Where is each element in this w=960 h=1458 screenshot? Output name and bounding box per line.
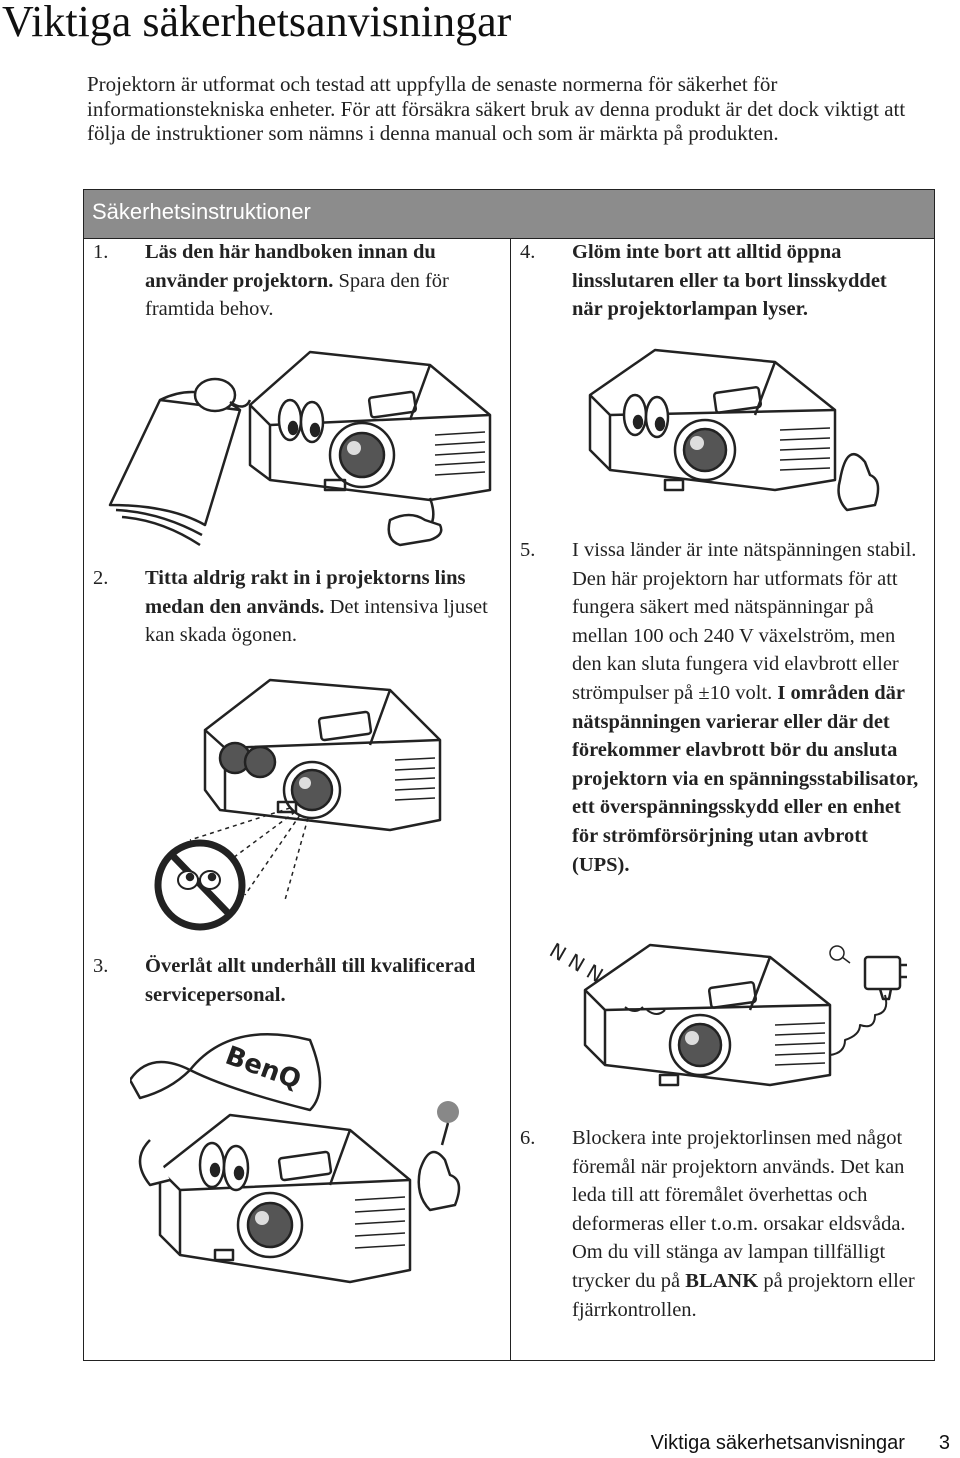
item-rest-text: på projektorn eller fjärrkontrollen.: [572, 1269, 915, 1321]
service-personnel-illustration: [130, 1020, 500, 1350]
projector-reading-manual-illustration: [100, 340, 500, 565]
item-text: [145, 952, 505, 1009]
item-rest-text: Det intensiva ljuset kan skada ögonen.: [145, 595, 488, 647]
intro-paragraph: Projektorn är utformat och testad att uppfylla de senaste normerna för säkerhet för informationstekniska enheter. För att försäkra säkert bruk av denna produkt är det dock viktigt att följa de instruktioner som nämns i denna manual och som är märkta på produkten.: [87, 72, 906, 145]
item-text: [572, 1124, 927, 1324]
item-number: 6.: [520, 1127, 536, 1149]
item-bold-text: Glöm inte bort att alltid öppna linsslutaren eller ta bort linsskyddet när projektorlampan lyser.: [572, 241, 887, 321]
sleep-zzz-text: N N N: [545, 937, 608, 988]
item-bold-text: Överlåt allt underhåll till kvalificerad servicepersonal.: [145, 955, 476, 1006]
page-footer: [651, 1432, 950, 1455]
item-number: 5.: [520, 539, 536, 561]
item-bold-text: BLANK: [685, 1269, 759, 1292]
footer-label: Viktiga säkerhetsanvisningar: [650, 1432, 905, 1454]
item-text: [572, 238, 917, 324]
item-pre-text: Blockera inte projektorlinsen med något föremål när projektorn används. Det kan leda till att föremålet överhettas och deformeras eller t.o.m. orsakar eldsvåda. Om du vill stänga av lampan tillfälligt trycker du på: [572, 1127, 906, 1292]
page-title: Viktiga säkerhetsanvisningar: [2, 0, 512, 46]
section-header-label: Säkerhetsinstruktioner: [92, 199, 311, 224]
page-number: 3: [938, 1432, 950, 1454]
item-text: [145, 564, 505, 650]
do-not-look-into-lens-illustration: [150, 670, 450, 940]
section-header: [84, 190, 934, 239]
item-pre-text: I vissa länder är inte nätspänningen stabil. Den här projektorn har utformats för att fungera säkert med nätspänningar på mellan 100 och 240 V växelström, men den kan sluta fungera vid elavbrott eller strömpulser på ±10 volt.: [572, 539, 917, 704]
item-text: [572, 536, 927, 879]
item-rest-text: Spara den för framtida behov.: [145, 269, 449, 321]
unstable-voltage-illustration: [545, 935, 930, 1115]
item-text: [145, 238, 500, 324]
item-number: 3.: [93, 955, 109, 977]
item-bold-text: Läs den här handboken innan du använder projektorn.: [145, 241, 436, 292]
item-number: 4.: [520, 241, 536, 263]
open-lens-cover-illustration: [585, 340, 885, 530]
cap-logo-text: BenQ: [221, 1040, 305, 1096]
item-number: 1.: [93, 241, 109, 263]
column-divider: [510, 238, 511, 1360]
item-bold-text: Titta aldrig rakt in i projektorns lins medan den används.: [145, 567, 466, 618]
item-bold-text: I områden där nätspänningen varierar eller där det förekommer elavbrott bör du ansluta projektorn via en spänningsstabilisator, ett överspänningsskydd eller en enhet för strömförsörjning utan avbrott (UPS).: [572, 681, 919, 876]
item-number: 2.: [93, 567, 109, 589]
